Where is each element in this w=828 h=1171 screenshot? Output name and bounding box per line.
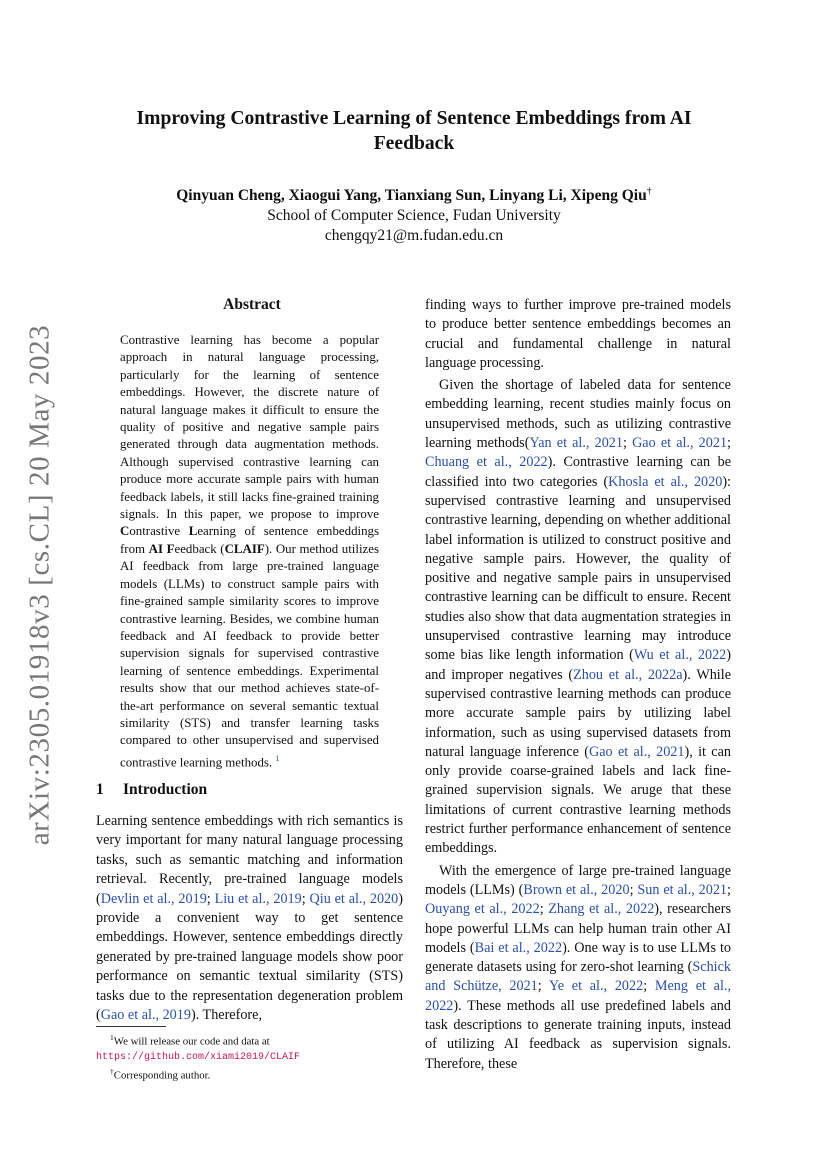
citation-link[interactable]: Meng et al., 2022: [425, 978, 732, 1014]
author-block: [100, 182, 728, 246]
section-heading-introduction: 1 Introduction: [96, 781, 208, 798]
abstract-heading: Abstract: [223, 296, 281, 313]
paragraph: With the emergence of large pre-trained language models (LLMs) (Brown et al., 2020; Sun et al., 2021; Ouyang et al., 2022; Zhang et al., 2022), researchers hope powerful LLMs can help human train other AI models (Bai et al., 2022). One way is to use LLMs to generate datasets using for zero-shot learning (Schick and Schütze, 2021; Ye et al., 2022; Meng et al., 2022). These methods all use predefined labels and task descriptions to generate training inputs, instead of utilizing AI feedback as supervision signals. Therefore, these: [425, 862, 732, 1072]
citation-link[interactable]: Sun et al., 2021: [637, 881, 728, 898]
code-url-link[interactable]: https://github.com/xiami2019/CLAIF: [96, 1052, 301, 1063]
citation-link[interactable]: Chuang et al., 2022: [425, 454, 548, 471]
footnote-ref[interactable]: 1: [275, 753, 280, 763]
footnote-2: †Corresponding author.: [110, 1067, 211, 1082]
paragraph: Given the shortage of labeled data for sentence embedding learning, recent studies mainly focus on unsupervised methods, such as utilizing contrastive learning methods(Yan et al., 2021; Gao et al., 2021; Chuang et al., 2022). Contrastive learning can be classified into two categories (Khosla et al., 2020): supervised contrastive learning and unsupervised contrastive learning, depending on whether additional label information is utilized to construct positive and negative sample pairs. However, the quality of positive and negative sample pairs in unsupervised contrastive learning can be difficult to ensure. Recent studies also show that data augmentation strategies in unsupervised contrastive learning may introduce some bias like length information (Wu et al., 2022) and improper negatives (Zhou et al., 2022a). While supervised contrastive learning methods can produce more accurate sample pairs by utilizing label information, such as using supervised datasets from natural language inference (Gao et al., 2021), it can only provide coarse-grained labels and lack fine-grained supervision signals. We aruge that these limitations of current contrastive learning methods restrict further performance enhancement of sentence embeddings.: [425, 377, 731, 857]
citation-link[interactable]: Devlin et al., 2019: [100, 890, 207, 907]
citation-link[interactable]: Gao et al., 2021: [632, 435, 728, 452]
citation-link[interactable]: Brown et al., 2020: [523, 881, 630, 898]
citation-link[interactable]: Khosla et al., 2020: [608, 473, 723, 490]
citation-link[interactable]: Yan et al., 2021: [529, 435, 623, 452]
citation-link[interactable]: Bai et al., 2022: [474, 939, 563, 956]
paper-title: Improving Contrastive Learning of Sentence Embeddings from AI Feedback: [136, 108, 692, 154]
dagger-mark: †: [646, 186, 652, 197]
arxiv-stamp: arXiv:2305.01918v3 [cs.CL] 20 May 2023: [23, 324, 56, 846]
footnote-1: $^1$We will release our code and data at https://github.com/xiami2019/CLAIF: [96, 1033, 301, 1063]
citation-link[interactable]: Zhou et al., 2022a: [573, 666, 683, 683]
citation-link[interactable]: Ouyang et al., 2022: [425, 901, 540, 918]
citation-link[interactable]: Qiu et al., 2020: [309, 890, 399, 907]
footnote-rule: [96, 1026, 166, 1027]
right-column: [425, 296, 731, 1077]
citation-link[interactable]: Liu et al., 2019: [214, 890, 302, 907]
paragraph: finding ways to further improve pre-trained models to produce better sentence embeddings becomes an crucial and fundamental challenge in natural language processing.: [425, 297, 731, 371]
citation-link[interactable]: Wu et al., 2022: [633, 647, 727, 664]
citation-link[interactable]: Gao et al., 2019: [100, 1007, 191, 1024]
citation-link[interactable]: Gao et al., 2021: [589, 743, 685, 760]
author-names: Qinyuan Cheng, Xiaogui Yang, Tianxiang Sun, Linyang Li, Xipeng Qiu: [176, 187, 647, 205]
citation-link[interactable]: Zhang et al., 2022: [548, 901, 655, 918]
affiliation: School of Computer Science, Fudan University: [267, 207, 561, 225]
citation-link[interactable]: Ye et al., 2022: [548, 978, 644, 995]
footnotes: [96, 1031, 406, 1083]
abstract-body: Contrastive learning has become a popular approach in natural language processing, particularly for the learning of sentence embeddings. However, the discrete nature of natural language makes it difficult to ensure the quality of positive and negative sample pairs generated through data augmentation methods. Although supervised contrastive learning can produce more accurate sample pairs with human feedback labels, it still lacks fine-grained training signals. In this paper, we propose to improve Contrastive Learning of sentence embeddings from AI Feedback (CLAIF). Our method utilizes AI feedback from large pre-trained language models (LLMs) to construct sample pairs with fine-grained sample similarity scores to improve contrastive learning. Besides, we combine human feedback and AI feedback to provide better supervision signals for supervised contrastive learning of sentence embeddings. Experimental results show that our method achieves state-of-the-art performance on several semantic textual similarity (STS) and transfer learning tasks compared to other unsupervised and supervised contrastive learning methods. $^1$: [120, 333, 380, 770]
citation-link[interactable]: Schick and Schütze, 2021: [425, 959, 731, 995]
intro-paragraph: Learning sentence embeddings with rich semantics is very important for many natural language processing tasks, such as semantic matching and information retrieval. Recently, pre-trained language models (Devlin et al., 2019; Liu et al., 2019; Qiu et al., 2020) provide a convenient way to get sentence embeddings. However, sentence embeddings directly generated by pre-trained language models show poor performance on semantic textual similarity (STS) tasks due to the representation degeneration problem (Gao et al., 2019). Therefore,: [96, 813, 403, 1024]
email: chengqy21@m.fudan.edu.cn: [324, 227, 504, 245]
